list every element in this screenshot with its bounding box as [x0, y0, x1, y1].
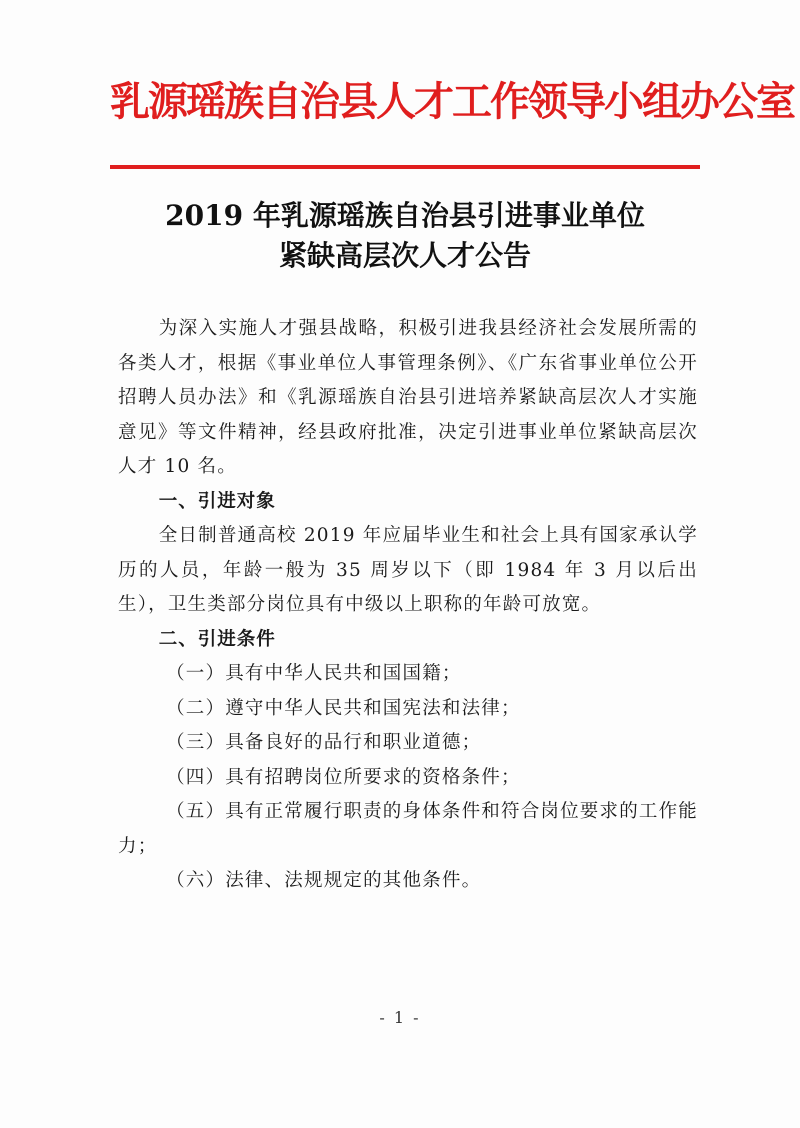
condition-item-6: （六）法律、法规规定的其他条件。: [166, 870, 482, 891]
condition-item-3: （三）具备良好的品行和职业道德；: [166, 732, 482, 753]
condition-item-4: （四）具有招聘岗位所要求的资格条件；: [166, 766, 521, 788]
section-1-heading: 一、引进对象: [158, 490, 276, 512]
section-1-paragraph: 全日制普通高校 2019 年应届毕业生和社会上具有国家承认学历的人员，年龄一般为 35 周岁以下（即 1984 年 3 月以后出生），卫生类部分岗位具有中级以上职称的年龄可放宽。: [118, 525, 698, 615]
document-title-line-1: 2019 年乳源瑶族自治县引进事业单位: [165, 199, 645, 232]
letterhead-red-rule: [110, 165, 700, 169]
document-title-line-2: 紧缺高层次人才公告: [278, 239, 531, 272]
section-2-heading: 二、引进条件: [158, 628, 276, 650]
document-title: [100, 196, 710, 276]
page-number: - 1 -: [379, 1008, 421, 1027]
condition-item-1: （一）具有中华人民共和国国籍；: [166, 663, 462, 684]
intro-paragraph: 为深入实施人才强县战略，积极引进我县经济社会发展所需的各类人才，根据《事业单位人事管理条例》、《广东省事业单位公开招聘人员办法》和《乳源瑶族自治县引进培养紧缺高层次人才实施意见》等文件精神，经县政府批准，决定引进事业单位紧缺高层次人才 10 名。: [118, 318, 698, 477]
letterhead-title: 乳源瑶族自治县人才工作领导小组办公室: [110, 78, 794, 125]
document-body: [118, 312, 698, 899]
condition-item-2: （二）遵守中华人民共和国宪法和法律；: [166, 697, 521, 719]
condition-item-5: （五）具有正常履行职责的身体条件和符合岗位要求的工作能力；: [118, 801, 698, 857]
